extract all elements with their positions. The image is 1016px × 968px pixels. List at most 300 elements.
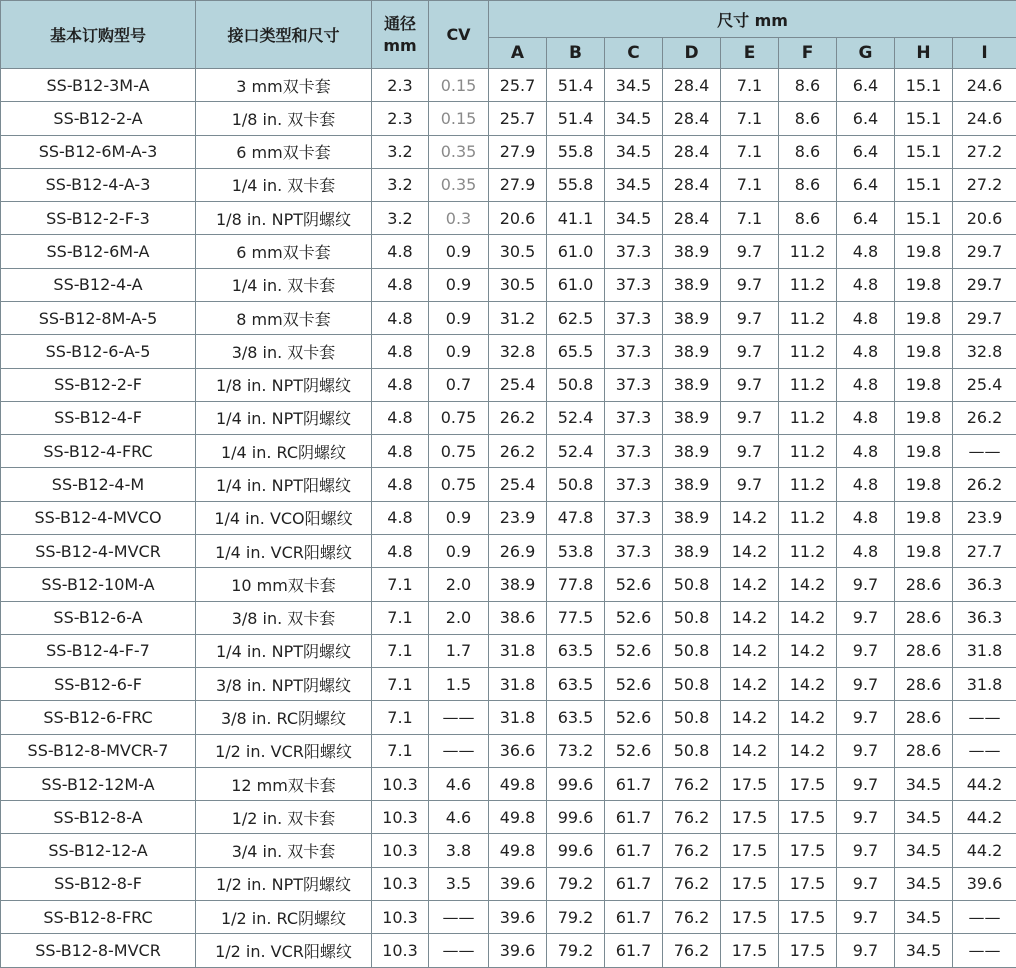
cell-dim-g: 9.7 (837, 568, 895, 601)
cell-dim-d: 28.4 (663, 202, 721, 235)
cell-dim-g: 9.7 (837, 634, 895, 667)
cell-part-number: SS-B12-4-FRC (1, 435, 196, 468)
cell-dim-e: 14.2 (721, 634, 779, 667)
cell-dim-b: 51.4 (547, 69, 605, 102)
header-dim-c: C (605, 38, 663, 69)
table-row (1, 168, 1016, 201)
cell-dim-f: 11.2 (779, 335, 837, 368)
cell-dim-h: 19.8 (895, 301, 953, 334)
cell-cv: 3.5 (429, 867, 489, 900)
table-row (1, 69, 1016, 102)
cell-dim-c: 61.7 (605, 767, 663, 800)
cell-dim-f: 8.6 (779, 69, 837, 102)
cell-part-number: SS-B12-8-MVCR-7 (1, 734, 196, 767)
cell-part-number: SS-B12-3M-A (1, 69, 196, 102)
cell-dim-d: 38.9 (663, 368, 721, 401)
cell-dim-i: 25.4 (953, 368, 1016, 401)
cell-dim-f: 11.2 (779, 268, 837, 301)
cell-cv: —— (429, 901, 489, 934)
cell-dim-f: 17.5 (779, 834, 837, 867)
cell-dim-d: 28.4 (663, 168, 721, 201)
cell-dim-c: 34.5 (605, 135, 663, 168)
cell-orifice: 7.1 (372, 734, 429, 767)
cell-part-number: SS-B12-8-FRC (1, 901, 196, 934)
cell-part-number: SS-B12-6-A (1, 601, 196, 634)
cell-dim-g: 9.7 (837, 867, 895, 900)
cell-dim-d: 38.9 (663, 268, 721, 301)
cell-dim-d: 50.8 (663, 634, 721, 667)
cell-dim-c: 61.7 (605, 867, 663, 900)
header-port-type: 接口类型和尺寸 (196, 1, 372, 69)
cell-part-number: SS-B12-4-F (1, 401, 196, 434)
header-part-number: 基本订购型号 (1, 1, 196, 69)
cell-port-type: 1/4 in. 双卡套 (196, 168, 372, 201)
cell-part-number: SS-B12-6M-A-3 (1, 135, 196, 168)
cell-part-number: SS-B12-2-A (1, 102, 196, 135)
cell-dim-f: 14.2 (779, 668, 837, 701)
cell-dim-f: 14.2 (779, 701, 837, 734)
table-row (1, 301, 1016, 334)
table-row (1, 701, 1016, 734)
cell-cv: 0.9 (429, 501, 489, 534)
cell-dim-g: 6.4 (837, 102, 895, 135)
cell-orifice: 10.3 (372, 834, 429, 867)
cell-orifice: 4.8 (372, 501, 429, 534)
cell-dim-b: 63.5 (547, 701, 605, 734)
cell-dim-c: 37.3 (605, 268, 663, 301)
cell-dim-g: 9.7 (837, 734, 895, 767)
cell-dim-c: 37.3 (605, 301, 663, 334)
cell-dim-g: 9.7 (837, 601, 895, 634)
cell-dim-d: 50.8 (663, 601, 721, 634)
table-row (1, 634, 1016, 667)
cell-dim-i: 29.7 (953, 301, 1016, 334)
cell-part-number: SS-B12-4-MVCO (1, 501, 196, 534)
cell-dim-a: 27.9 (489, 135, 547, 168)
cell-dim-e: 9.7 (721, 235, 779, 268)
cell-dim-i: 31.8 (953, 668, 1016, 701)
table-row (1, 568, 1016, 601)
cell-dim-a: 36.6 (489, 734, 547, 767)
cell-dim-a: 39.6 (489, 867, 547, 900)
cell-dim-d: 38.9 (663, 335, 721, 368)
cell-dim-f: 11.2 (779, 401, 837, 434)
cell-dim-a: 38.6 (489, 601, 547, 634)
cell-port-type: 3/4 in. 双卡套 (196, 834, 372, 867)
cell-cv: 4.6 (429, 767, 489, 800)
cell-cv: 0.9 (429, 268, 489, 301)
cell-dim-h: 34.5 (895, 934, 953, 968)
cell-dim-h: 28.6 (895, 734, 953, 767)
cell-dim-c: 61.7 (605, 834, 663, 867)
cell-dim-e: 14.2 (721, 734, 779, 767)
cell-dim-e: 7.1 (721, 69, 779, 102)
table-row (1, 401, 1016, 434)
cell-dim-b: 63.5 (547, 634, 605, 667)
cell-part-number: SS-B12-6-F (1, 668, 196, 701)
cell-dim-d: 50.8 (663, 568, 721, 601)
cell-dim-i: 24.6 (953, 102, 1016, 135)
cell-dim-i: 27.2 (953, 135, 1016, 168)
cell-dim-d: 38.9 (663, 235, 721, 268)
cell-dim-g: 4.8 (837, 501, 895, 534)
cell-dim-i: —— (953, 734, 1016, 767)
cell-cv: —— (429, 734, 489, 767)
cell-orifice: 10.3 (372, 767, 429, 800)
cell-dim-g: 6.4 (837, 202, 895, 235)
table-row (1, 268, 1016, 301)
cell-dim-d: 38.9 (663, 468, 721, 501)
cell-orifice: 4.8 (372, 435, 429, 468)
table-row (1, 867, 1016, 900)
cell-dim-a: 20.6 (489, 202, 547, 235)
cell-cv: —— (429, 934, 489, 968)
cell-dim-a: 49.8 (489, 767, 547, 800)
cell-dim-b: 63.5 (547, 668, 605, 701)
cell-dim-e: 14.2 (721, 601, 779, 634)
cell-dim-i: —— (953, 701, 1016, 734)
cell-dim-i: 27.7 (953, 534, 1016, 567)
cell-dim-h: 34.5 (895, 901, 953, 934)
cell-dim-c: 37.3 (605, 501, 663, 534)
cell-dim-f: 17.5 (779, 801, 837, 834)
header-cv: CV (429, 1, 489, 69)
cell-dim-d: 50.8 (663, 668, 721, 701)
cell-cv: 0.35 (429, 168, 489, 201)
cell-dim-a: 25.7 (489, 69, 547, 102)
cell-dim-b: 79.2 (547, 901, 605, 934)
cell-dim-h: 19.8 (895, 435, 953, 468)
cell-dim-d: 28.4 (663, 135, 721, 168)
cell-port-type: 1/4 in. VCO阳螺纹 (196, 501, 372, 534)
cell-dim-c: 37.3 (605, 534, 663, 567)
cell-dim-a: 31.2 (489, 301, 547, 334)
cell-dim-c: 61.7 (605, 934, 663, 968)
cell-dim-g: 4.8 (837, 368, 895, 401)
cell-dim-c: 52.6 (605, 701, 663, 734)
cell-part-number: SS-B12-4-A-3 (1, 168, 196, 201)
cell-dim-g: 4.8 (837, 301, 895, 334)
cell-dim-c: 52.6 (605, 634, 663, 667)
cell-port-type: 1/4 in. NPT阳螺纹 (196, 468, 372, 501)
cell-orifice: 4.8 (372, 335, 429, 368)
cell-dim-i: 36.3 (953, 568, 1016, 601)
cell-dim-g: 4.8 (837, 268, 895, 301)
cell-dim-a: 31.8 (489, 668, 547, 701)
cell-dim-f: 11.2 (779, 301, 837, 334)
cell-part-number: SS-B12-4-M (1, 468, 196, 501)
cell-dim-i: 20.6 (953, 202, 1016, 235)
cell-dim-c: 37.3 (605, 368, 663, 401)
table-row (1, 767, 1016, 800)
cell-part-number: SS-B12-8M-A-5 (1, 301, 196, 334)
cell-part-number: SS-B12-4-A (1, 268, 196, 301)
cell-dim-h: 19.8 (895, 401, 953, 434)
cell-cv: 1.5 (429, 668, 489, 701)
cell-dim-a: 27.9 (489, 168, 547, 201)
header-dim-h: H (895, 38, 953, 69)
cell-port-type: 1/8 in. 双卡套 (196, 102, 372, 135)
cell-dim-b: 61.0 (547, 268, 605, 301)
cell-dim-b: 62.5 (547, 301, 605, 334)
cell-dim-e: 7.1 (721, 102, 779, 135)
cell-dim-i: 23.9 (953, 501, 1016, 534)
cell-dim-d: 76.2 (663, 767, 721, 800)
cell-dim-e: 9.7 (721, 268, 779, 301)
header-dim-a: A (489, 38, 547, 69)
cell-orifice: 4.8 (372, 235, 429, 268)
table-row (1, 901, 1016, 934)
cell-dim-b: 79.2 (547, 867, 605, 900)
cell-dim-i: 26.2 (953, 468, 1016, 501)
cell-dim-c: 34.5 (605, 168, 663, 201)
cell-dim-a: 23.9 (489, 501, 547, 534)
cell-dim-f: 14.2 (779, 634, 837, 667)
cell-orifice: 10.3 (372, 801, 429, 834)
cell-cv: 0.15 (429, 102, 489, 135)
cell-dim-f: 8.6 (779, 102, 837, 135)
cell-cv: 0.7 (429, 368, 489, 401)
cell-dim-f: 11.2 (779, 501, 837, 534)
cell-port-type: 6 mm双卡套 (196, 235, 372, 268)
cell-dim-c: 52.6 (605, 601, 663, 634)
cell-port-type: 1/4 in. NPT阴螺纹 (196, 634, 372, 667)
cell-cv: 0.9 (429, 301, 489, 334)
cell-dim-h: 19.8 (895, 534, 953, 567)
cell-dim-f: 14.2 (779, 568, 837, 601)
cell-port-type: 1/2 in. RC阴螺纹 (196, 901, 372, 934)
cell-dim-b: 51.4 (547, 102, 605, 135)
cell-dim-h: 34.5 (895, 867, 953, 900)
cell-dim-e: 17.5 (721, 834, 779, 867)
cell-dim-c: 37.3 (605, 401, 663, 434)
cell-orifice: 7.1 (372, 634, 429, 667)
header-dim-d: D (663, 38, 721, 69)
cell-dim-c: 37.3 (605, 235, 663, 268)
cell-dim-e: 14.2 (721, 568, 779, 601)
cell-dim-b: 50.8 (547, 368, 605, 401)
cell-dim-d: 38.9 (663, 435, 721, 468)
cell-dim-c: 61.7 (605, 801, 663, 834)
cell-dim-f: 8.6 (779, 135, 837, 168)
cell-dim-a: 49.8 (489, 801, 547, 834)
cell-dim-e: 9.7 (721, 301, 779, 334)
cell-dim-b: 61.0 (547, 235, 605, 268)
table-row (1, 601, 1016, 634)
cell-port-type: 1/2 in. VCR阳螺纹 (196, 734, 372, 767)
cell-dim-h: 19.8 (895, 501, 953, 534)
cell-cv: —— (429, 701, 489, 734)
cell-orifice: 4.8 (372, 468, 429, 501)
cell-dim-b: 52.4 (547, 435, 605, 468)
cell-dim-d: 76.2 (663, 867, 721, 900)
cell-dim-d: 50.8 (663, 734, 721, 767)
cell-dim-c: 52.6 (605, 734, 663, 767)
cell-cv: 0.9 (429, 335, 489, 368)
cell-dim-d: 38.9 (663, 501, 721, 534)
cell-dim-i: 31.8 (953, 634, 1016, 667)
cell-dim-g: 9.7 (837, 668, 895, 701)
cell-dim-c: 34.5 (605, 202, 663, 235)
cell-dim-f: 17.5 (779, 767, 837, 800)
cell-dim-h: 15.1 (895, 202, 953, 235)
cell-port-type: 1/4 in. 双卡套 (196, 268, 372, 301)
cell-part-number: SS-B12-12-A (1, 834, 196, 867)
cell-dim-d: 76.2 (663, 801, 721, 834)
cell-dim-d: 28.4 (663, 69, 721, 102)
cell-dim-i: 44.2 (953, 801, 1016, 834)
cell-dim-f: 17.5 (779, 934, 837, 968)
cell-dim-b: 77.5 (547, 601, 605, 634)
cell-port-type: 1/2 in. VCR阳螺纹 (196, 934, 372, 968)
cell-dim-a: 25.4 (489, 368, 547, 401)
cell-dim-d: 76.2 (663, 934, 721, 968)
cell-dim-h: 19.8 (895, 235, 953, 268)
cell-dim-e: 17.5 (721, 767, 779, 800)
cell-dim-h: 15.1 (895, 102, 953, 135)
cell-dim-a: 38.9 (489, 568, 547, 601)
table-row (1, 734, 1016, 767)
cell-dim-c: 52.6 (605, 568, 663, 601)
cell-port-type: 1/4 in. NPT阴螺纹 (196, 401, 372, 434)
cell-cv: 2.0 (429, 601, 489, 634)
cell-dim-i: 32.8 (953, 335, 1016, 368)
cell-dim-i: 36.3 (953, 601, 1016, 634)
cell-dim-e: 9.7 (721, 435, 779, 468)
cell-cv: 4.6 (429, 801, 489, 834)
cell-orifice: 7.1 (372, 701, 429, 734)
cell-dim-i: —— (953, 934, 1016, 968)
table-row (1, 834, 1016, 867)
header-dim-f: F (779, 38, 837, 69)
header-dim-e: E (721, 38, 779, 69)
cell-dim-e: 9.7 (721, 468, 779, 501)
cell-orifice: 4.8 (372, 401, 429, 434)
cell-dim-i: —— (953, 435, 1016, 468)
cell-dim-e: 9.7 (721, 368, 779, 401)
cell-port-type: 1/2 in. NPT阴螺纹 (196, 867, 372, 900)
cell-dim-b: 99.6 (547, 834, 605, 867)
cell-dim-i: 24.6 (953, 69, 1016, 102)
cell-dim-h: 28.6 (895, 668, 953, 701)
cell-port-type: 8 mm双卡套 (196, 301, 372, 334)
cell-dim-b: 99.6 (547, 801, 605, 834)
cell-dim-e: 7.1 (721, 135, 779, 168)
cell-dim-h: 28.6 (895, 634, 953, 667)
cell-dim-f: 11.2 (779, 435, 837, 468)
cell-dim-b: 79.2 (547, 934, 605, 968)
cell-dim-c: 37.3 (605, 335, 663, 368)
cell-dim-g: 6.4 (837, 69, 895, 102)
cell-port-type: 1/2 in. 双卡套 (196, 801, 372, 834)
cell-dim-i: 44.2 (953, 834, 1016, 867)
cell-dim-g: 4.8 (837, 534, 895, 567)
cell-port-type: 3/8 in. 双卡套 (196, 601, 372, 634)
cell-dim-a: 26.2 (489, 435, 547, 468)
header-orifice-unit: mm (383, 35, 417, 55)
cell-dim-e: 14.2 (721, 701, 779, 734)
cell-cv: 0.15 (429, 69, 489, 102)
cell-dim-h: 34.5 (895, 767, 953, 800)
cell-dim-d: 38.9 (663, 534, 721, 567)
cell-dim-f: 8.6 (779, 202, 837, 235)
cell-dim-e: 14.2 (721, 501, 779, 534)
cell-dim-g: 6.4 (837, 168, 895, 201)
cell-dim-b: 50.8 (547, 468, 605, 501)
cell-dim-f: 11.2 (779, 534, 837, 567)
cell-dim-a: 31.8 (489, 634, 547, 667)
header-orifice (372, 1, 429, 69)
cell-dim-g: 4.8 (837, 468, 895, 501)
cell-port-type: 1/8 in. NPT阴螺纹 (196, 202, 372, 235)
cell-orifice: 10.3 (372, 867, 429, 900)
cell-dim-i: 27.2 (953, 168, 1016, 201)
cell-cv: 0.3 (429, 202, 489, 235)
cell-dim-c: 34.5 (605, 102, 663, 135)
header-orifice-label: 通径 (383, 13, 416, 33)
cell-dim-i: —— (953, 901, 1016, 934)
cell-dim-b: 99.6 (547, 767, 605, 800)
cell-dim-d: 38.9 (663, 401, 721, 434)
cell-dim-d: 38.9 (663, 301, 721, 334)
cell-dim-e: 9.7 (721, 401, 779, 434)
cell-dim-d: 28.4 (663, 102, 721, 135)
cell-dim-b: 41.1 (547, 202, 605, 235)
cell-dim-h: 19.8 (895, 368, 953, 401)
cell-orifice: 7.1 (372, 601, 429, 634)
table-row (1, 368, 1016, 401)
cell-dim-f: 11.2 (779, 368, 837, 401)
table-header (1, 1, 1016, 69)
cell-orifice: 4.8 (372, 301, 429, 334)
cell-dim-d: 76.2 (663, 901, 721, 934)
cell-dim-c: 61.7 (605, 901, 663, 934)
cell-part-number: SS-B12-8-A (1, 801, 196, 834)
cell-cv: 0.9 (429, 235, 489, 268)
table-row (1, 202, 1016, 235)
cell-part-number: SS-B12-2-F (1, 368, 196, 401)
cell-dim-c: 37.3 (605, 468, 663, 501)
cell-dim-b: 47.8 (547, 501, 605, 534)
table-body (1, 69, 1016, 968)
header-dimensions: 尺寸 mm (489, 1, 1016, 38)
cell-port-type: 1/4 in. RC阴螺纹 (196, 435, 372, 468)
cell-dim-f: 14.2 (779, 601, 837, 634)
cell-orifice: 2.3 (372, 69, 429, 102)
cell-dim-a: 25.4 (489, 468, 547, 501)
cell-dim-a: 30.5 (489, 268, 547, 301)
cell-cv: 2.0 (429, 568, 489, 601)
cell-part-number: SS-B12-4-F-7 (1, 634, 196, 667)
cell-dim-i: 29.7 (953, 268, 1016, 301)
cell-dim-e: 7.1 (721, 202, 779, 235)
cell-dim-h: 34.5 (895, 834, 953, 867)
cell-part-number: SS-B12-10M-A (1, 568, 196, 601)
cell-dim-i: 29.7 (953, 235, 1016, 268)
table-row (1, 468, 1016, 501)
cell-part-number: SS-B12-6-FRC (1, 701, 196, 734)
cell-part-number: SS-B12-8-MVCR (1, 934, 196, 968)
cell-dim-a: 39.6 (489, 934, 547, 968)
table-row (1, 801, 1016, 834)
cell-dim-e: 17.5 (721, 934, 779, 968)
cell-dim-h: 28.6 (895, 601, 953, 634)
cell-orifice: 10.3 (372, 901, 429, 934)
cell-orifice: 4.8 (372, 368, 429, 401)
table-row (1, 501, 1016, 534)
cell-dim-b: 53.8 (547, 534, 605, 567)
cell-dim-b: 55.8 (547, 135, 605, 168)
